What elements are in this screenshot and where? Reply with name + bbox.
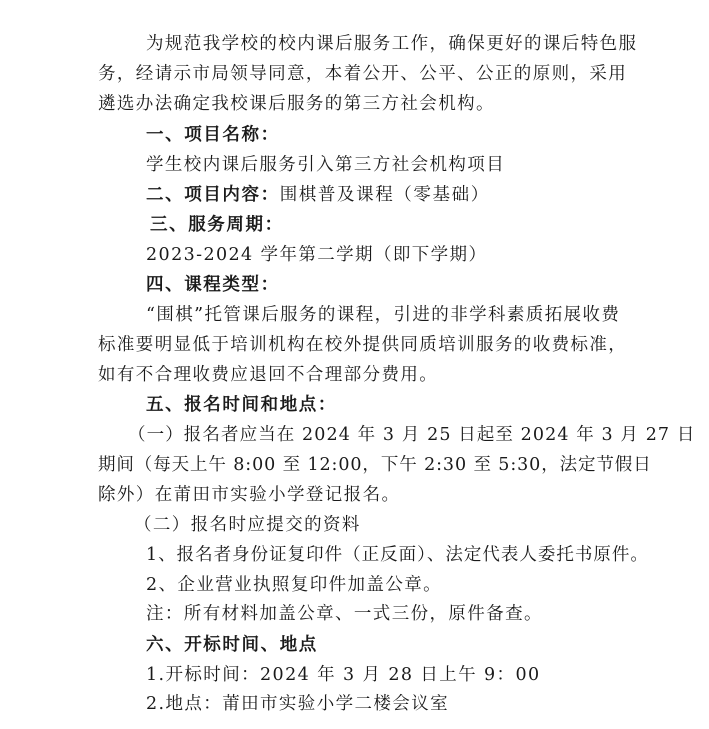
intro-line-2: 务，经请示市局领导同意，本着公开、公平、公正的原则，采用 <box>98 64 628 84</box>
section-5-item-1-line-2: 期间（每天上午 8:00 至 12:00，下午 2:30 至 5:30，法定节假日 <box>98 455 652 475</box>
section-5-heading: 五、报名时间和地点： <box>146 395 337 415</box>
section-1-heading: 一、项目名称： <box>146 125 280 145</box>
section-6-heading: 六、开标时间、地点 <box>146 635 318 655</box>
section-4-body-3: 如有不合理收费应退回不合理部分费用。 <box>98 365 439 385</box>
material-item-2: 2、企业营业执照复印件加盖公章。 <box>146 575 443 595</box>
section-2-heading-line <box>146 184 490 206</box>
section-1-body: 学生校内课后服务引入第三方社会机构项目 <box>146 155 506 175</box>
section-6-place: 2.地点：莆田市实验小学二楼会议室 <box>146 694 449 714</box>
section-2-content: 围棋普及课程（零基础） <box>279 185 490 205</box>
section-5-item-1-line-3: 除外）在莆田市实验小学登记报名。 <box>98 485 401 505</box>
section-4-body-1: “围棋”托管课后服务的课程，引进的非学科素质拓展收费 <box>146 305 621 325</box>
section-5-item-1-line-1: （一）报名者应当在 2024 年 3 月 25 日起至 2024 年 3 月 27 日 <box>128 425 696 445</box>
intro-line-3: 遴选办法确定我校课后服务的第三方社会机构。 <box>98 94 495 114</box>
section-5-item-2: （二）报名时应提交的资料 <box>134 515 361 535</box>
intro-line-1: 为规范我学校的校内课后服务工作，确保更好的课后特色服 <box>146 34 638 54</box>
section-6-time: 1.开标时间：2024 年 3 月 28 日上午 9：00 <box>146 665 541 685</box>
section-3-body: 2023-2024 学年第二学期（即下学期） <box>146 245 488 265</box>
materials-note: 注：所有材料加盖公章、一式三份，原件备查。 <box>146 604 543 624</box>
section-3-heading: 三、服务周期： <box>150 215 284 235</box>
section-4-heading: 四、课程类型： <box>146 275 280 295</box>
material-item-1: 1、报名者身份证复印件（正反面）、法定代表人委托书原件。 <box>146 545 649 565</box>
section-4-body-2: 标准要明显低于培训机构在校外提供同质培训服务的收费标准， <box>98 335 628 355</box>
section-2-heading: 二、项目内容： <box>146 185 280 205</box>
